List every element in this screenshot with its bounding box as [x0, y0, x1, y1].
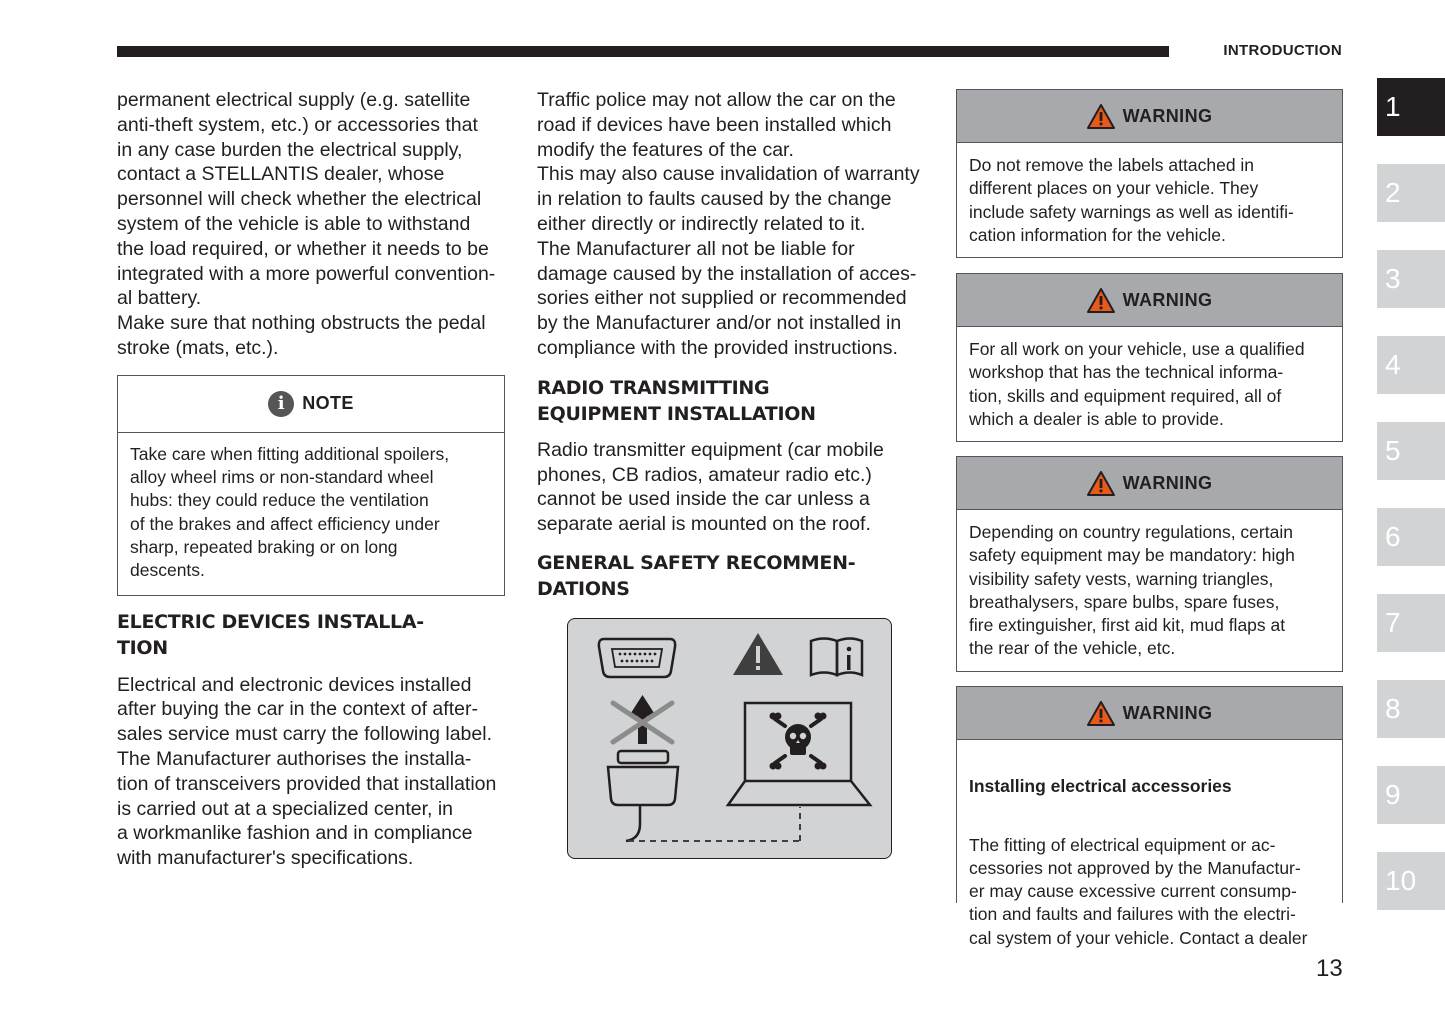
- radio-equipment-paragraph: Radio transmitter equipment (car mobile phones, CB radios, amateur radio etc.) cannot be used inside the car unless a separate aerial is mounted on the roof.: [537, 438, 884, 536]
- warning-text: The fitting of electrical equipment or ac- cessories not approved by the Manufactur- er may cause excessive current consump- tion and faults and failures with the electri- cal system of your vehicle. Contact a dealer: [969, 834, 1308, 948]
- traffic-police-paragraph: Traffic police may not allow the car on the road if devices have been installed which modify the features of the car. This may also cause invalidation of warranty in relation to faults caused by the change either directly or indirectly related to it. The Manufacturer all not be liable for damage caused by the installation of acces- sories either not supplied or recommended by the Manufacturer and/or not installed in compliance with the provided instructions.: [537, 89, 920, 359]
- warning-header: [957, 687, 1342, 740]
- warning-box-electrical-accessories: [956, 686, 1343, 948]
- warning-text: Depending on country regulations, certain safety equipment may be mandatory: high visibility safety vests, warning triangles, breathalysers, spare bulbs, spare fuses, fire extinguisher, first aid kit, mud flaps at the rear of the vehicle, etc.: [969, 522, 1295, 659]
- header-rule: [117, 46, 1169, 57]
- note-header: [118, 376, 504, 433]
- chapter-tab-5[interactable]: 5: [1377, 422, 1445, 480]
- chapter-tab-4[interactable]: 4: [1377, 336, 1445, 394]
- warning-header: [957, 90, 1342, 143]
- column-left: [117, 88, 505, 871]
- chapter-tab-7[interactable]: 7: [1377, 594, 1445, 652]
- warning-content: [957, 740, 1342, 983]
- chapter-tab-1[interactable]: 1: [1377, 78, 1445, 136]
- warning-title: WARNING: [1122, 702, 1213, 723]
- warning-title: WARNING: [1122, 472, 1213, 493]
- warning-title: WARNING: [1122, 289, 1213, 310]
- warning-title: WARNING: [1122, 105, 1213, 126]
- radio-equipment-heading: RADIO TRANSMITTING EQUIPMENT INSTALLATION: [537, 376, 816, 425]
- warning-triangle-icon: [1087, 288, 1115, 313]
- obd-connector-icon: [599, 639, 675, 677]
- safety-recommendations-heading: GENERAL SAFETY RECOMMEN- DATIONS: [537, 551, 856, 600]
- warning-triangle-icon: [1087, 701, 1115, 726]
- chapter-tab-2[interactable]: 2: [1377, 164, 1445, 222]
- warning-box-workshop: [956, 273, 1343, 442]
- chapter-tab-9[interactable]: 9: [1377, 766, 1445, 824]
- note-text: Take care when fitting additional spoilers, alloy wheel rims or non-standard wheel hubs: they could reduce the ventilation of the brakes and affect efficiency under sharp, repeated braking or on long descents.: [130, 443, 450, 581]
- warning-triangle-icon: [1087, 104, 1115, 129]
- info-icon: i: [268, 391, 294, 417]
- hazard-triangle-icon: [733, 633, 783, 675]
- note-box: [117, 375, 505, 596]
- page-number: 13: [1316, 955, 1343, 982]
- warning-subtitle: Installing electrical accessories: [969, 776, 1232, 797]
- intro-paragraph: permanent electrical supply (e.g. satellite anti-theft system, etc.) or accessories that in any case burden the electrical supply, contact a STELLANTIS dealer, whose personnel will check whether the electrical system of the vehicle is able to withstand the load required, or whether it needs to be integrated with a more powerful convention- al battery. Make sure that nothing obstructs the pedal stroke (mats, etc.).: [117, 89, 496, 359]
- warning-text: Do not remove the labels attached in different places on your vehicle. They include safety warnings as well as identifi- cation information for the vehicle.: [969, 155, 1294, 245]
- chapter-tab-6[interactable]: 6: [1377, 508, 1445, 566]
- column-middle: [537, 88, 927, 602]
- no-connection-icon: [613, 695, 672, 744]
- note-title: NOTE: [302, 393, 354, 414]
- warning-box-labels: [956, 89, 1343, 258]
- chapter-tab-3[interactable]: 3: [1377, 250, 1445, 308]
- manual-book-icon: [811, 639, 862, 676]
- obd-hacking-illustration: [567, 618, 892, 859]
- chapter-tab-10[interactable]: 10: [1377, 852, 1445, 910]
- warning-header: [957, 274, 1342, 327]
- warning-box-safety-equipment: [956, 456, 1343, 672]
- chapter-tab-8[interactable]: 8: [1377, 680, 1445, 738]
- warning-header: [957, 457, 1342, 510]
- section-title: INTRODUCTION: [1223, 42, 1342, 59]
- warning-triangle-icon: [1087, 471, 1115, 496]
- electric-devices-paragraph: Electrical and electronic devices installed after buying the car in the context of after- sales service must carry the following label. The Manufacturer authorises the installa- tion of transceivers provided that installation is carried out at a specialized center, in a workmanlike fashion and in compliance with manufacturer's specifications.: [117, 673, 497, 870]
- warning-text: For all work on your vehicle, use a qualified workshop that has the technical informa- tion, skills and equipment required, all of which a dealer is able to provide.: [969, 339, 1305, 429]
- electric-devices-heading: ELECTRIC DEVICES INSTALLA- TION: [117, 610, 424, 659]
- laptop-hacker-icon: [728, 703, 870, 805]
